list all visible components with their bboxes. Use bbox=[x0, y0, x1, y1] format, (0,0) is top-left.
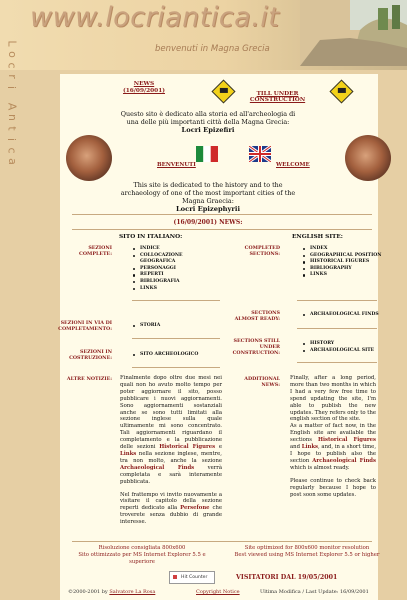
link-historical-figures[interactable]: Historical Figures bbox=[159, 444, 216, 451]
nav-link-archaeological-site[interactable]: ARCHAEOLOGICAL SITE bbox=[302, 348, 382, 355]
welcome-tagline: benvenuti in Magna Grecia bbox=[155, 44, 270, 54]
nav-link-indice[interactable]: INDICE bbox=[132, 246, 217, 253]
nav-link-personaggi[interactable]: PERSONAGGI bbox=[132, 266, 217, 273]
copyright: ©2000-2001 by Salvatore La Rosa bbox=[68, 589, 156, 595]
nav-link-storia[interactable]: STORIA bbox=[132, 323, 217, 330]
uk-flag-icon[interactable] bbox=[249, 146, 271, 162]
italian-construction-list bbox=[132, 352, 217, 359]
link-links[interactable]: Links bbox=[120, 450, 137, 457]
divider bbox=[297, 300, 377, 301]
sezioni-in-via-label: SEZIONI IN VIA DI COMPLETAMENTO: bbox=[58, 320, 112, 332]
footer-italian: Risoluzione consigliata 800x600 Sito ottimizzato per MS Internet Explorer 5.5 e superiore bbox=[78, 545, 206, 565]
copyright-notice-link[interactable]: Copyright Notice bbox=[196, 589, 240, 595]
under-construction-link[interactable]: TILL UNDER CONSTRUCTION bbox=[249, 91, 306, 103]
italian-flag-icon[interactable] bbox=[196, 146, 218, 162]
english-complete-list bbox=[302, 246, 382, 279]
link-persefone[interactable]: Persefone bbox=[180, 505, 210, 512]
divider bbox=[132, 300, 220, 301]
nav-link-history[interactable]: HISTORY bbox=[302, 341, 382, 348]
nav-link-archaeological-finds[interactable]: ARCHAEOLOGICAL FINDS bbox=[302, 312, 382, 319]
nav-link-links-en[interactable]: LINKS bbox=[302, 272, 382, 279]
news-link[interactable]: NEWS (16/09/2001) bbox=[123, 81, 165, 94]
header-banner bbox=[0, 0, 407, 70]
statue-image-right bbox=[345, 135, 391, 181]
hit-counter[interactable]: Hit Counter bbox=[169, 571, 215, 584]
sections-almost-ready-label: SECTIONS ALMOST READY: bbox=[234, 310, 280, 322]
nav-link-index[interactable]: INDEX bbox=[302, 246, 382, 253]
divider bbox=[72, 229, 372, 230]
sezioni-complete-label: SEZIONI COMPLETE: bbox=[79, 245, 112, 257]
divider bbox=[72, 214, 372, 215]
author-link[interactable]: Salvatore La Rosa bbox=[109, 589, 156, 595]
benvenuti-link[interactable]: BENVENUTI bbox=[157, 162, 196, 168]
divider bbox=[72, 541, 372, 542]
nav-link-links-it[interactable]: LINKS bbox=[132, 286, 217, 293]
footer-english: Site optimized for 800x600 monitor resolution Best viewed using MS Internet Explorer 5.5 or higher bbox=[234, 545, 380, 558]
welcome-link[interactable]: WELCOME bbox=[276, 162, 310, 168]
additional-news-label: ADDITIONAL NEWS: bbox=[244, 376, 280, 388]
sections-under-construction-label: SECTIONS STILL UNDER CONSTRUCTION: bbox=[232, 338, 280, 356]
completed-sections-label: COMPLETED SECTIONS: bbox=[244, 245, 280, 257]
news-heading: (16/09/2001) NEWS: bbox=[173, 219, 243, 226]
site-title: www.locriantica.it bbox=[30, 2, 280, 33]
english-news-text: Finally, after a long period, more than two months in which I had a very few free time to spend updating the site, I'm able to publish the new updates. They refers only to the english section of the site. As a matter of fact now, in the English site are available the sections Historical Figures and Links, and, in a short time, I hope to publish also the section Archaeological Finds which is almost ready. Please continue to check back regularly because I hope to post soon some updates. bbox=[290, 375, 377, 498]
altre-notizie-label: ALTRE NOTIZIE: bbox=[66, 376, 112, 382]
english-construction-list bbox=[302, 341, 382, 354]
intro-italian: Questo sito è dedicato alla storia ed all'archeologia di una delle più importanti città della Magna Grecia: Locri Epizefiri bbox=[120, 110, 296, 134]
nav-link-reperti[interactable]: REPERTI bbox=[132, 272, 217, 279]
link-archaeological-finds-en[interactable]: Archaeological Finds bbox=[312, 457, 376, 464]
divider bbox=[132, 367, 220, 368]
italian-progress-list bbox=[132, 323, 217, 330]
last-update: Ultima Modifica / Last Update: 16/09/2001 bbox=[260, 589, 369, 595]
divider bbox=[297, 328, 377, 329]
nav-link-sito-archeologico[interactable]: SITO ARCHEOLOGICO bbox=[132, 352, 217, 359]
nav-link-collocazione[interactable]: COLLOCAZIONE GEOGRAFICA bbox=[132, 253, 217, 266]
english-ready-list bbox=[302, 312, 382, 319]
nav-link-historical-figures[interactable]: HISTORICAL FIGURES bbox=[302, 259, 382, 266]
divider bbox=[297, 362, 377, 363]
vertical-site-name: L o c r i A n t i c a bbox=[5, 40, 19, 165]
statue-image-left bbox=[66, 135, 112, 181]
intro-english: This site is dedicated to the history and to the archaeology of one of the most important cities of the Magna Graecia: Locri Epizephyrii bbox=[120, 181, 296, 213]
english-site-heading: ENGLISH SITE: bbox=[292, 234, 343, 240]
italian-news-text: Finalmente dopo oltre due mesi nei quali non ho avuto molto tempo per poter aggiornare il sito, posso pubblicare i nuovi aggiornamenti. Sono aggiornamenti sostanziali anche se sono tutti limitati alla sezione inglese sulla quale ultimamente mi sono concentrato. Tali aggiornamenti riguardano il completamento e la pubblicazione delle sezioni Historical Figures e Links nella sezione inglese, mentre, tra non molto, anche la sezione Archaeological Finds verrà completata e sarà interamente pubblicata. Nel frattempo vi invito nuovamente a visitare il capitolo della sezione reperti dedicato alla Persefone che troverete senza dubbio di grande interesse. bbox=[120, 375, 223, 526]
italian-complete-list bbox=[132, 246, 217, 292]
left-decor bbox=[0, 0, 24, 600]
ruins-photo bbox=[300, 0, 407, 66]
italian-site-heading: SITO IN ITALIANO: bbox=[119, 234, 183, 240]
copyright-notice bbox=[196, 589, 240, 595]
divider bbox=[132, 338, 220, 339]
broken-image-icon bbox=[173, 575, 177, 579]
nav-link-bibliography[interactable]: BIBLIOGRAPHY bbox=[302, 266, 382, 273]
nav-link-geographical[interactable]: GEOGRAPHICAL POSITION bbox=[302, 253, 382, 260]
link-historical-figures-en[interactable]: Historical Figures bbox=[317, 437, 377, 444]
sezioni-in-costruzione-label: SEZIONI IN COSTRUZIONE: bbox=[69, 349, 112, 361]
link-links-en[interactable]: Links bbox=[301, 444, 318, 451]
nav-link-bibliografia[interactable]: BIBLIOGRAFIA bbox=[132, 279, 217, 286]
visitors-since: VISITATORI DAL 19/05/2001 bbox=[236, 574, 338, 581]
link-archaeological-finds[interactable]: Archaeological Finds bbox=[120, 464, 195, 471]
